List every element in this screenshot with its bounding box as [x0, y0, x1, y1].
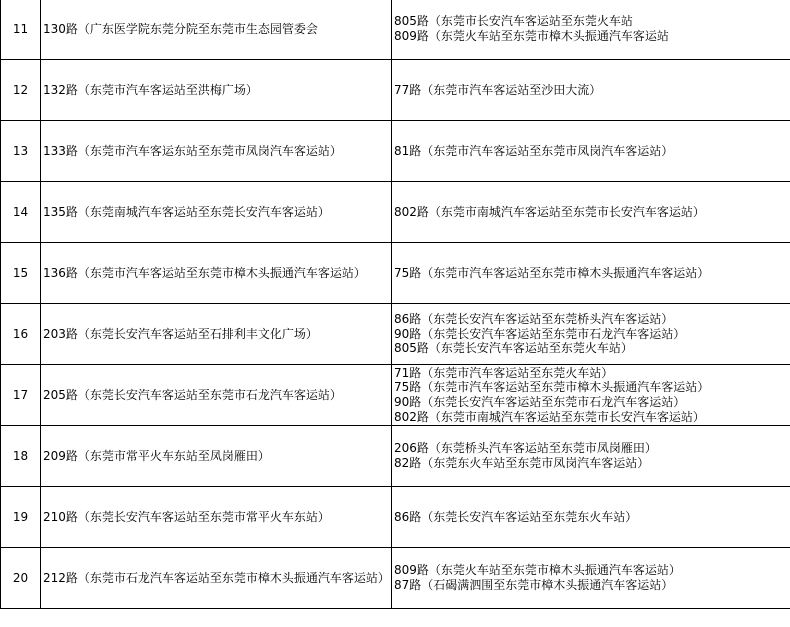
- replacement-route-line: 75路（东莞市汽车客运站至东莞市樟木头振通汽车客运站）: [394, 380, 710, 395]
- table-body: [1, 0, 790, 609]
- replacement-route-line: 90路（东莞长安汽车客运站至东莞市石龙汽车客运站）: [394, 326, 686, 341]
- table-row: [1, 0, 790, 60]
- replacement-routes-cell: [392, 182, 790, 243]
- table-row: [1, 548, 790, 609]
- row-number: 11: [1, 0, 41, 60]
- replacement-route-line: 77路（东莞市汽车客运站至沙田大流）: [394, 82, 602, 97]
- replacement-routes-cell: [392, 365, 790, 426]
- replacement-route-line: 802路（东莞市南城汽车客运站至东莞市长安汽车客运站）: [394, 204, 705, 219]
- original-route-cell: 209路（东莞市常平火车东站至凤岗雁田）: [41, 426, 392, 487]
- table-row: [1, 487, 790, 548]
- table-row: [1, 243, 790, 304]
- replacement-route-line: 802路（东莞市南城汽车客运站至东莞市长安汽车客运站）: [394, 409, 705, 424]
- original-route-cell: 136路（东莞市汽车客运站至东莞市樟木头振通汽车客运站）: [41, 243, 392, 304]
- original-route-cell: 130路（广东医学院东莞分院至东莞市生态园管委会: [41, 0, 392, 60]
- row-number: 14: [1, 182, 41, 243]
- row-number: 20: [1, 548, 41, 609]
- replacement-route-line: 90路（东莞长安汽车客运站至东莞市石龙汽车客运站）: [394, 395, 686, 409]
- table-row: [1, 182, 790, 243]
- original-route-cell: 132路（东莞市汽车客运站至洪梅广场）: [41, 60, 392, 121]
- replacement-route-line: 809路（东莞火车站至东莞市樟木头振通汽车客运站: [394, 29, 669, 43]
- replacement-route-line: 86路（东莞长安汽车客运站至东莞东火车站）: [394, 509, 638, 524]
- table-row: [1, 60, 790, 121]
- replacement-route-line: 71路（东莞市汽车客运站至东莞火车站）: [394, 365, 614, 380]
- row-number: 13: [1, 121, 41, 182]
- row-number: 18: [1, 426, 41, 487]
- replacement-routes-cell: [392, 426, 790, 487]
- replacement-routes-cell: [392, 60, 790, 121]
- row-number: 17: [1, 365, 41, 426]
- replacement-route-line: 81路（东莞市汽车客运站至东莞市凤岗汽车客运站）: [394, 143, 674, 158]
- original-route-cell: 203路（东莞长安汽车客运站至石排利丰文化广场）: [41, 304, 392, 365]
- replacement-route-line: 82路（东莞东火车站至东莞市凤岗汽车客运站）: [394, 456, 650, 470]
- replacement-route-line: 86路（东莞长安汽车客运站至东莞桥头汽车客运站）: [394, 312, 674, 327]
- replacement-route-line: 809路（东莞火车站至东莞市樟木头振通汽车客运站）: [394, 563, 681, 578]
- replacement-routes-cell: [392, 243, 790, 304]
- replacement-route-line: 206路（东莞桥头汽车客运站至东莞市凤岗雁田）: [394, 441, 657, 456]
- replacement-routes-cell: [392, 121, 790, 182]
- replacement-route-line: 87路（石碣满泗围至东莞市樟木头振通汽车客运站）: [394, 578, 674, 592]
- row-number: 16: [1, 304, 41, 365]
- replacement-routes-cell: [392, 548, 790, 609]
- row-number: 15: [1, 243, 41, 304]
- table-row: [1, 426, 790, 487]
- table-row: [1, 365, 790, 426]
- replacement-routes-cell: [392, 487, 790, 548]
- original-route-cell: 133路（东莞市汽车客运东站至东莞市凤岗汽车客运站）: [41, 121, 392, 182]
- replacement-route-line: 805路（东莞市长安汽车客运站至东莞火车站: [394, 14, 633, 29]
- replacement-routes-cell: [392, 304, 790, 365]
- row-number: 19: [1, 487, 41, 548]
- table-row: [1, 304, 790, 365]
- replacement-routes-cell: [392, 0, 790, 60]
- original-route-cell: 212路（东莞市石龙汽车客运站至东莞市樟木头振通汽车客运站）: [41, 548, 392, 609]
- row-number: 12: [1, 60, 41, 121]
- original-route-cell: 135路（东莞南城汽车客运站至东莞长安汽车客运站）: [41, 182, 392, 243]
- original-route-cell: 205路（东莞长安汽车客运站至东莞市石龙汽车客运站）: [41, 365, 392, 426]
- replacement-route-line: 805路（东莞长安汽车客运站至东莞火车站）: [394, 341, 633, 356]
- original-route-cell: 210路（东莞长安汽车客运站至东莞市常平火车东站）: [41, 487, 392, 548]
- replacement-route-line: 75路（东莞市汽车客运站至东莞市樟木头振通汽车客运站）: [394, 265, 710, 280]
- table-row: [1, 121, 790, 182]
